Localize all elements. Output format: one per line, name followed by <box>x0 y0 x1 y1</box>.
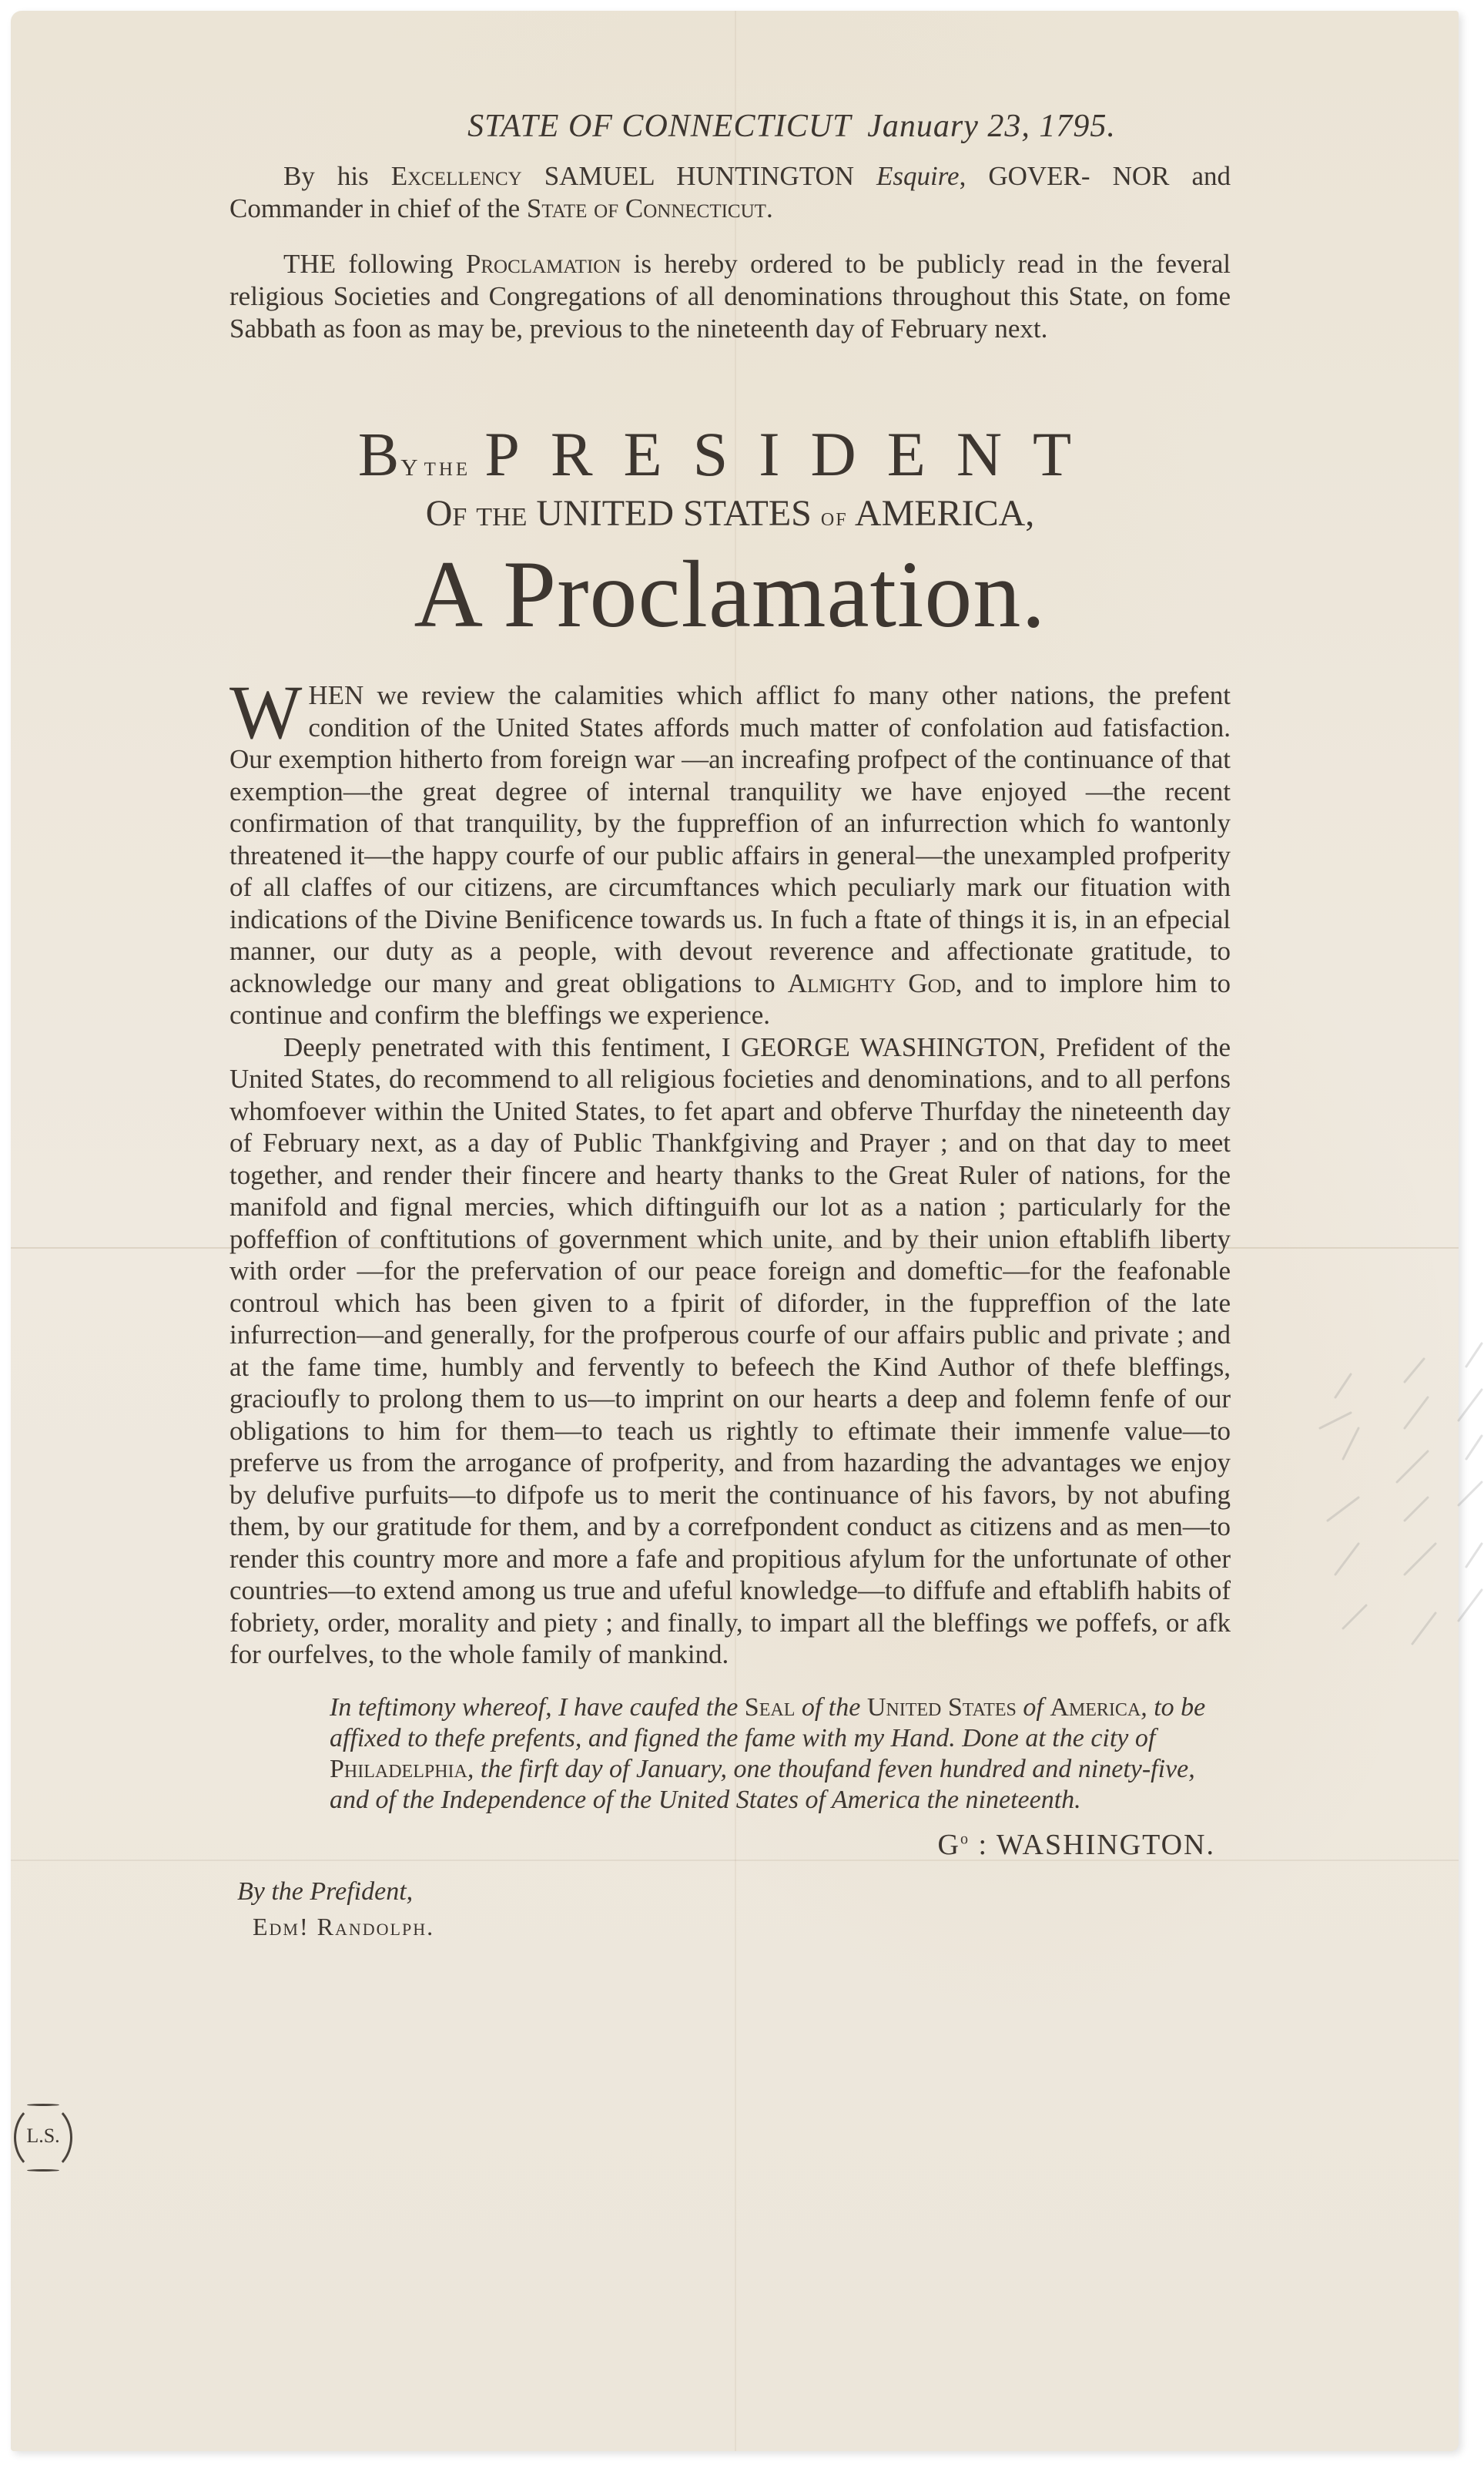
heading-america: AMERICA, <box>854 493 1035 534</box>
text-governor-2: NOR and Commander in chief of the <box>229 161 1231 223</box>
para2-text: Deeply penetrated with this fentiment, I GEORGE WASHINGTON, Prefident of the United States, do recommend to all religious focieties and denominations, and to all perfons whomfoever within the United States, to fet apart and obferve Thurfday the nineteenth day of February next, as a day of Public Thankfgiving and Prayer ; and on that day to meet together, and render their fincere and hearty thanks to the Great Ruler of nations, for the manifold and fignal mercies, which diftinguifh our lot as a nation ; particularly for the poffeffion of conftitutions of government which unite, and by their union eftablifh liberty with order —for the prefervation of our peace foreign and domeftic—for the feafonable controul which has been given to a fpirit of diforder, in the fuppreffion of the late infurrection—and generally, for the profperous courfe of our affairs public and private ; and at the fame time, humbly and fervently to befeech the Kind Author of thefe bleffings, gracioufly to prolong them to us—to imprint on our hearts a deep and folemn fenfe of our obligations to him for them—to teach us rightly to eftimate their immenfe value—to preferve us from the arrogance of profperity, and from hazarding the advantages we enjoy by delufive purfuits—to difpofe us to merit the continuance of his favors, by not abufing them, by our gratitude for them, and by a correfpondent conduct as citizens and as men—to render this country more and more a fafe and propitious afylum for the unfortunate of other countries—to extend among us true and ufeful knowledge—to diffufe and eftablifh habits of fobriety, order, morality and piety ; and finally, to impart all the bleffings we poffefs, or afk for ourfelves, to the whole family of mankind. <box>229 1031 1231 1669</box>
heading-by-initial: B <box>357 421 401 489</box>
pencil-annotation-marks <box>1289 1320 1484 1705</box>
document-content <box>229 108 1231 1941</box>
testimony-part2: , to be affixed to thefe prefents, and figned the fame with my Hand. Done at the city of <box>330 1692 1206 1752</box>
text-proclamation: Proclamation <box>465 249 621 279</box>
governor-name: SAMUEL HUNTINGTON <box>544 161 854 191</box>
issue-date: January 23, 1795. <box>867 109 1116 144</box>
almighty-god: Almighty God <box>787 968 956 998</box>
washington-signature <box>229 1828 1215 1862</box>
reading-order-paragraph <box>229 248 1231 345</box>
testimony-philadelphia: Philadelphia <box>330 1754 467 1783</box>
countersign-by-president: By the Prefident, <box>237 1876 414 1906</box>
para1-lead: HEN <box>308 680 364 710</box>
text-esquire: Esquire <box>876 161 960 191</box>
testimony-of-the: of the <box>801 1692 861 1722</box>
signature-prefix-sup: o <box>960 1829 970 1847</box>
heading-by-rest: y <box>400 445 418 483</box>
seal-label: L.S. <box>26 2125 60 2147</box>
drop-cap-w: W <box>229 669 303 755</box>
text-governor-1: , GOVER- <box>959 161 1090 191</box>
testimony-seal: Seal <box>744 1692 796 1722</box>
signature-name: : WASHINGTON. <box>978 1828 1215 1861</box>
heading-of: of <box>820 503 848 532</box>
testimony-united-states: United States <box>866 1692 1017 1722</box>
text-excellency: Excellency <box>390 161 522 191</box>
governor-line <box>229 160 1231 225</box>
state-heading: STATE OF CONNECTICUT <box>467 109 851 144</box>
proclamation-body <box>229 669 1231 1671</box>
text-state-of-connecticut: State of Connecticut <box>526 193 766 223</box>
testimony-part3: , the firft day of January, one thoufand feven hundred and ninety-five, and of the Independence of the United States of America the nineteenth. <box>330 1754 1195 1814</box>
signature-prefix: G <box>937 1828 960 1861</box>
para1-end: , and to implore him to continue and confirm the bleffings we experience. <box>229 968 1231 1030</box>
proclamation-title: A Proclamation. <box>414 542 1047 647</box>
heading-the: the <box>424 451 471 481</box>
body-paragraph-2 <box>229 1031 1231 1671</box>
text-by-his: By his <box>283 161 369 191</box>
testimony-part1: In teftimony whereof, I have caufed the <box>330 1692 739 1722</box>
testimony-america: America <box>1050 1692 1141 1722</box>
testimony-clause <box>330 1692 1231 1816</box>
randolph-signature: Edm! Randolph. <box>253 1912 435 1940</box>
text-the-following: THE following <box>283 249 454 279</box>
text-period: . <box>765 193 773 223</box>
para1-text: we review the calamities which afflict fo many other nations, the prefent condition of the United States affords much matter of confolation aud fatisfaction. Our exemption hitherto from foreign war —an increafing profpect of the continuance of that exemption—the great degree of internal tranquility we have enjoyed —the recent confirmation of that tranquility, by the fuppreffion of an infurrection which fo wantonly threatened it—the happy courfe of our public affairs in general—the unexampled profperity of all claffes of our citizens, are circumftances which peculiarly mark our fituation with indications of the Divine Benificence towards us. In fuch a ftate of things it is, in an efpecial manner, our duty as a people, with devout reverence and affectionate gratitude, to acknowledge our many and great obligations to <box>229 680 1231 998</box>
dateline <box>353 108 1231 145</box>
by-the-president-heading <box>229 418 1231 491</box>
text-order-rest: is hereby ordered to be publicly read in the feveral religious Societies and Congregations of all denominations throughout this State, on fome Sabbath as foon as may be, previous to the nineteenth day of February next. <box>229 249 1231 344</box>
united-states-heading <box>229 492 1231 535</box>
heading-of-the: Of the <box>425 493 528 534</box>
testimony-of: of <box>1023 1692 1043 1722</box>
heading-united-states: UNITED STATES <box>536 493 812 534</box>
body-paragraph-1 <box>229 669 1231 1031</box>
heading-president: PRESIDENT <box>484 419 1103 489</box>
locus-sigilli-seal <box>14 2103 72 2172</box>
